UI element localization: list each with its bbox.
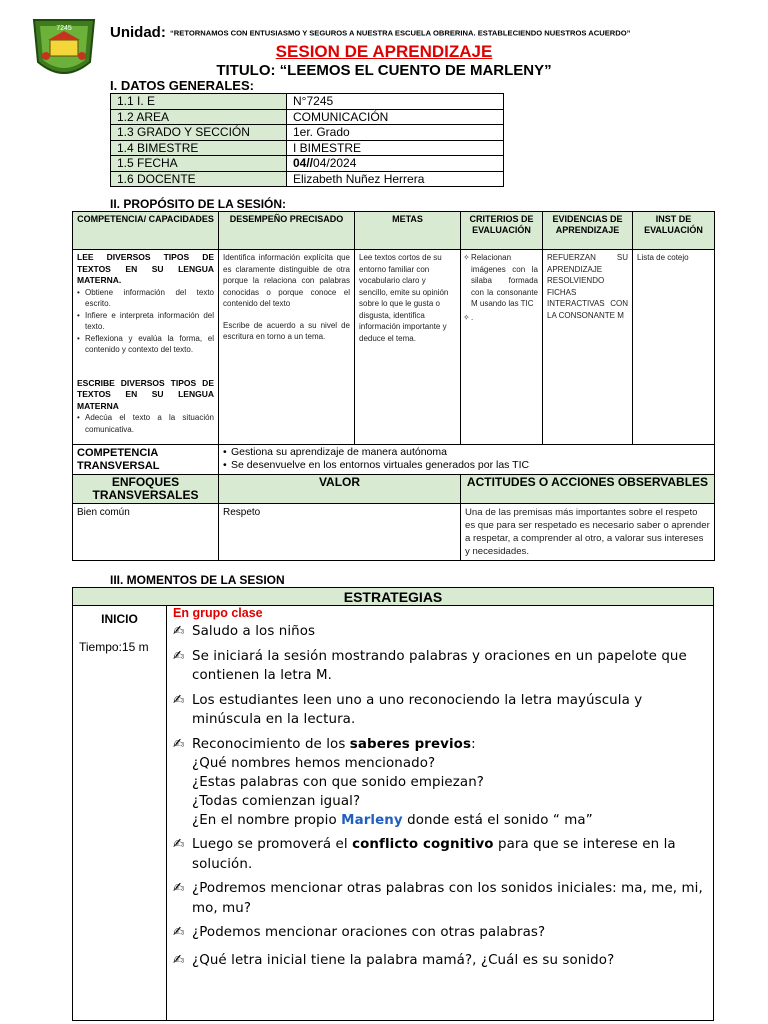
valor-value: Respeto	[219, 504, 461, 561]
item-text: Saludo a los niños	[192, 624, 316, 639]
datos-value: 1er. Grado	[287, 125, 504, 141]
document-title: TITULO: “LEEMOS EL CUENTO DE MARLENY”	[216, 62, 552, 79]
competencia-escribe: ESCRIBE DIVERSOS TIPOS DE TEXTOS EN SU LENGUA MATERNA	[77, 377, 214, 411]
datos-label: 1.1 I. E	[111, 94, 287, 110]
desempeno-2: Escribe de acuerdo a su nivel de escritura en torno a un tema.	[223, 320, 350, 341]
proposito-table	[72, 211, 715, 561]
datos-heading: I. DATOS GENERALES:	[110, 78, 254, 93]
criterio-item: .	[471, 312, 474, 322]
diamond-bullet-icon: ✧	[463, 312, 470, 322]
col-metas: METAS	[355, 212, 461, 250]
transversal-item: • Se desenvuelve en los entornos virtuales generados por las TIC	[223, 459, 710, 472]
enfoques-label: ENFOQUES TRANSVERSALES	[73, 475, 219, 504]
actitudes-label: ACTITUDES O ACCIONES OBSERVABLES	[461, 475, 715, 504]
writing-hand-icon: ✍	[173, 692, 185, 708]
item-bold-text: saberes previos	[349, 736, 472, 752]
enfoque-value: Bien común	[73, 504, 219, 561]
question: ¿Todas comienzan igual?	[192, 794, 361, 809]
datos-value	[287, 156, 504, 172]
datos-value: I BIMESTRE	[287, 140, 504, 156]
table-row	[73, 504, 715, 561]
item-text: Luego se promoverá el	[192, 837, 353, 852]
transversal-label: COMPETENCIA TRANSVERSAL	[73, 445, 219, 475]
col-desempeno: DESEMPEÑO PRECISADO	[219, 212, 355, 250]
momento-cell	[73, 606, 167, 1021]
datos-table	[110, 93, 504, 187]
writing-hand-icon: ✍	[173, 837, 185, 852]
datos-label: 1.2 AREA	[111, 109, 287, 125]
table-row	[111, 140, 504, 156]
estrategias-cell	[167, 606, 714, 1021]
instrumento-cell: Lista de cotejo	[633, 250, 715, 445]
writing-hand-icon: ✍	[173, 952, 185, 968]
item-text: Se iniciará la sesión mostrando palabras y oraciones en un papelote que contienen la letra M.	[192, 648, 687, 683]
list-item	[173, 622, 709, 642]
competencia-lee: LEE DIVERSOS TIPOS DE TEXTOS EN SU LENGUA MATERNA.	[77, 252, 214, 285]
desempeno-cell	[219, 250, 355, 445]
marleny-highlight: Marleny	[341, 813, 403, 828]
competencias-cell	[73, 250, 219, 445]
item-bold-text: conflicto cognitivo	[352, 837, 494, 852]
col-criterios: CRITERIOS DE EVALUACIÓN	[461, 212, 543, 250]
list-item	[173, 879, 709, 918]
momentos-table	[72, 587, 714, 1021]
table-row	[111, 125, 504, 141]
criterios-cell	[461, 250, 543, 445]
table-row	[111, 171, 504, 187]
table-header-row	[73, 588, 714, 606]
capacidad-item: • Obtiene información del texto escrito.	[77, 287, 214, 310]
writing-hand-icon: ✍	[173, 881, 185, 896]
list-item	[173, 735, 709, 831]
metas-cell: Lee textos cortos de su entorno familiar con vocabulario claro y sencillo, emite su opinión sobre lo que le gusta o disgusta, identifica información importante y deduce el tema.	[355, 250, 461, 445]
question: ¿Qué nombres hemos mencionado?	[192, 756, 436, 771]
item-text: donde está el sonido “ ma”	[402, 813, 593, 828]
transversal-items-cell	[219, 445, 715, 475]
item-text: ¿Podremos mencionar otras palabras con los sonidos iniciales: ma, me, mi, mo, mu?	[192, 881, 703, 916]
item-text: ¿Podemos mencionar oraciones con otras palabras?	[192, 925, 546, 940]
datos-label: 1.5 FECHA	[111, 156, 287, 172]
proposito-heading: II. PROPÓSITO DE LA SESIÓN:	[110, 197, 287, 211]
item-text: para que se interese en la solución.	[192, 837, 676, 872]
item-text: Los estudiantes leen uno a uno reconociendo la letra mayúscula y minúscula en la lectura.	[192, 692, 643, 727]
question: ¿Estas palabras con que sonido empiezan?	[192, 775, 484, 790]
list-item	[173, 835, 709, 874]
table-header-row	[73, 212, 715, 250]
table-row	[111, 109, 504, 125]
col-instrumento: INST DE EVALUACIÓN	[633, 212, 715, 250]
datos-value: COMUNICACIÓN	[287, 109, 504, 125]
fecha-day: 04//	[293, 156, 314, 171]
col-competencia: COMPETENCIA/ CAPACIDADES	[73, 212, 219, 250]
list-item	[173, 647, 709, 686]
table-header-row	[73, 475, 715, 504]
criterio-item: Relacionan imágenes con la silaba formada con la consonante M usando las TIC	[471, 253, 538, 308]
unidad-text: “RETORNAMOS CON ENTUSIASMO Y SEGUROS A NUESTRA ESCUELA OBRERINA. ESTABLECIENDO NUESTROS ACUERDO”	[170, 28, 631, 38]
list-item	[173, 691, 709, 730]
writing-hand-icon: ✍	[173, 624, 185, 639]
crest-number: 7245	[56, 25, 72, 32]
list-item	[173, 923, 709, 943]
datos-value: N°7245	[287, 94, 504, 110]
item-text: ¿Qué letra inicial tiene la palabra mamá?, ¿Cuál es su sonido?	[192, 952, 615, 968]
session-title: SESION DE APRENDIZAJE	[275, 42, 493, 61]
capacidad-item: • Adecúa el texto a la situación comunicativa.	[77, 412, 214, 435]
table-row	[73, 445, 715, 475]
actitud-value: Una de las premisas más importantes sobre el respeto es que para ser respetado es necesario saber o aprender a respetar, a comprender al otro, a valorar sus intereses y necesidades.	[461, 504, 715, 561]
question	[192, 811, 709, 830]
item-text: Reconocimiento de los	[192, 736, 350, 752]
col-evidencias: EVIDENCIAS DE APRENDIZAJE	[543, 212, 633, 250]
inicio-label: INICIO	[101, 612, 138, 626]
diamond-bullet-icon: ✧	[463, 253, 470, 262]
estrategias-header: ESTRATEGIAS	[73, 588, 714, 606]
desempeno-1: Identifica información explícita que es claramente distinguible de otra porque la relaciona con palabras conocidas o porque conoce el contenido del texto	[223, 253, 350, 308]
list-item	[173, 951, 709, 971]
capacidad-item: • Infiere e interpreta información del texto.	[77, 310, 214, 333]
writing-hand-icon: ✍	[173, 648, 185, 664]
datos-label: 1.6 DOCENTE	[111, 171, 287, 187]
capacidad-item: • Reflexiona y evalúa la forma, el contenido y contexto del texto.	[77, 333, 214, 356]
table-row	[73, 250, 715, 445]
unidad-line	[110, 24, 630, 41]
table-row	[111, 94, 504, 110]
table-row	[73, 606, 714, 1021]
momentos-heading: III. MOMENTOS DE LA SESION	[110, 573, 285, 587]
table-row	[111, 156, 504, 172]
item-text: :	[471, 736, 476, 752]
writing-hand-icon: ✍	[173, 925, 185, 940]
unidad-label: Unidad:	[110, 24, 166, 41]
valor-label: VALOR	[219, 475, 461, 504]
datos-label: 1.4 BIMESTRE	[111, 140, 287, 156]
writing-hand-icon: ✍	[173, 736, 185, 752]
transversal-item: • Gestiona su aprendizaje de manera autónoma	[223, 446, 710, 459]
datos-value: Elizabeth Nuñez Herrera	[287, 171, 504, 187]
evidencias-cell: REFUERZAN SU APRENDIZAJE RESOLVIENDO FICHAS INTERACTIVAS CON LA CONSONANTE M	[543, 250, 633, 445]
tiempo-label: Tiempo:15 m	[79, 640, 149, 654]
datos-label: 1.3 GRADO Y SECCIÓN	[111, 125, 287, 141]
grupo-label: En grupo clase	[173, 606, 263, 620]
fecha-rest: 04/2024	[313, 156, 357, 171]
item-text: ¿En el nombre propio	[192, 813, 342, 828]
